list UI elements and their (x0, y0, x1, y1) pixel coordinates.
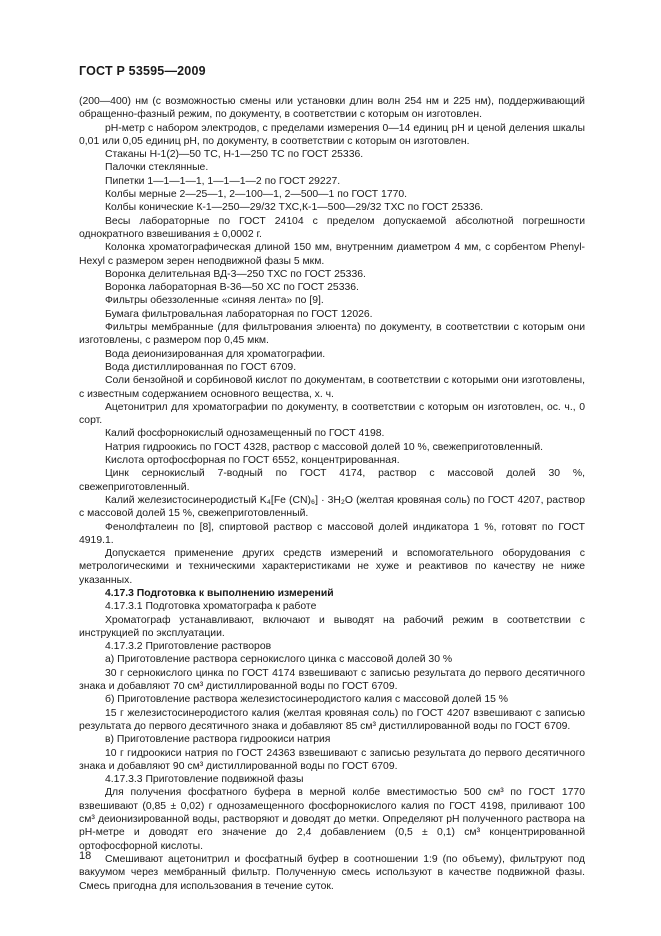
page-number: 18 (79, 850, 92, 862)
body-paragraph: в) Приготовление раствора гидроокиси натрия (105, 734, 331, 746)
body-paragraph: Фенолфталеин по [8], спиртовой раствор с массовой долей индикатора 1 %, готовят по ГОСТ 4919.1. (79, 521, 585, 546)
body-paragraph: Кислота ортофосфорная по ГОСТ 6552, концентрированная. (105, 455, 400, 467)
body-paragraph: Стаканы Н-1(2)—50 ТС, Н-1—250 ТС по ГОСТ 25336. (105, 149, 364, 161)
body-paragraph: Воронка лабораторная В-36—50 ХС по ГОСТ 25336. (105, 282, 359, 294)
body-paragraph: Для получения фосфатного буфера в мерной колбе вместимостью 500 см³ по ГОСТ 1770 взвешивают (0,85 ± 0,02) г однозамещенного фосфорнокислого калия по ГОСТ 4198, приливают 100 см³ деионизированной воды, растворяют и доводят до метки. Определяют pH полученного раствора на pH-метре и доводят его значение до 2,4 добавлением (0,5 ± 0,1) см³ концентрированной ортофосфорной кислоты. (79, 787, 585, 852)
body-paragraph: Калий железистосинеродистый K₄[Fe (CN)₆] · 3H₂O (желтая кровяная соль) по ГОСТ 4207, раствор с массовой долей 15 %, свежеприготовленный. (79, 494, 585, 520)
body-paragraph: 15 г железистосинеродистого калия (желтая кровяная соль) по ГОСТ 4207 взвешивают с записью результата до первого десятичного знака и добавляют 85 см³ дистиллированной воды по ГОСТ 6709. (79, 707, 585, 732)
body-paragraph: Соли бензойной и сорбиновой кислот по документам, в соответствии с которыми они изготовлены, с известным содержанием основного вещества, х. ч. (79, 375, 585, 400)
body-paragraph: pH-метр с набором электродов, с пределами измерения 0—14 единиц pH и ценой деления шкалы 0,01 или 0,05 единиц pH, по документу, в соответствии с которым он изготовлен. (79, 122, 585, 147)
body-paragraph: Воронка делительная ВД-3—250 ТХС по ГОСТ 25336. (105, 268, 366, 280)
body-paragraph: Фильтры обеззоленные «синяя лента» по [9]. (105, 295, 324, 307)
body-paragraph: Смешивают ацетонитрил и фосфатный буфер в соотношении 1:9 (по объему), фильтруют под вакуумом через мембранный фильтр. Полученную смесь используют в качестве подвижной фазы. Смесь пригодна для использования в течение суток. (79, 853, 585, 892)
body-paragraph: а) Приготовление раствора сернокислого цинка с массовой долей 30 % (105, 654, 453, 666)
body-paragraph: (200—400) нм (с возможностью смены или установки длин волн 254 нм и 225 нм), поддерживающий обращенно-фазный режим, по документу, в соответствии с которым он изготовлен. (79, 96, 585, 121)
body-paragraph: 30 г сернокислого цинка по ГОСТ 4174 взвешивают с записью результата до первого десятичного знака и добавляют 70 см³ дистиллированной воды по ГОСТ 6709. (79, 667, 585, 693)
body-paragraph: Цинк сернокислый 7-водный по ГОСТ 4174, раствор с массовой долей 30 %, свежеприготовленный. (79, 468, 585, 493)
body-paragraph: 4.17.3.3 Приготовление подвижной фазы (105, 774, 304, 786)
body-paragraph: Вода деионизированная для хроматографии. (105, 348, 326, 360)
body-paragraph: 10 г гидроокиси натрия по ГОСТ 24363 взвешивают с записью результата до первого десятичного знака и добавляют 90 см³ дистиллированной воды по ГОСТ 6709. (79, 747, 585, 772)
body-paragraph: 4.17.3.1 Подготовка хроматографа к работе (105, 601, 317, 613)
body-paragraph: Фильтры мембранные (для фильтрования элюента) по документу, в соответствии с которым они изготовлены, с размером пор 0,45 мкм. (79, 322, 585, 347)
body-paragraph: Хроматограф устанавливают, включают и выводят на рабочий режим в соответствии с инструкцией по эксплуатации. (79, 614, 585, 639)
body-paragraph: Пипетки 1—1—1—1, 1—1—1—2 по ГОСТ 29227. (105, 175, 341, 187)
body-paragraph: Колонка хроматографическая длиной 150 мм, внутренним диаметром 4 мм, с сорбентом Phenyl-Hexyl с размером зерен неподвижной фазы 5 мкм. (79, 242, 585, 267)
document-body (79, 95, 585, 893)
document-header-code: ГОСТ Р 53595—2009 (79, 64, 206, 78)
section-heading: 4.17.3 Подготовка к выполнению измерений (105, 587, 334, 599)
body-paragraph: Колбы конические К-1—250—29/32 ТХС,К-1—500—29/32 ТХС по ГОСТ 25336. (105, 202, 484, 214)
body-paragraph: Допускается применение других средств измерений и вспомогательного оборудования с метрологическими и техническими характеристиками не хуже и реактивов по качеству не ниже указанных. (79, 548, 585, 586)
body-paragraph: Натрия гидроокись по ГОСТ 4328, раствор с массовой долей 10 %, свежеприготовленный. (105, 441, 544, 453)
body-paragraph: Бумага фильтровальная лабораторная по ГОСТ 12026. (105, 308, 373, 320)
body-paragraph: б) Приготовление раствора железистосинеродистого калия с массовой долей 15 % (105, 694, 509, 706)
body-paragraph: Ацетонитрил для хроматографии по документу, в соответствии с которым он изготовлен, ос. ч., 0 сорт. (79, 401, 585, 427)
body-paragraph: Колбы мерные 2—25—1, 2—100—1, 2—500—1 по ГОСТ 1770. (105, 189, 408, 201)
body-paragraph: Весы лабораторные по ГОСТ 24104 с пределом допускаемой абсолютной погрешности однократного взвешивания ± 0,0002 г. (79, 215, 585, 240)
body-paragraph: Вода дистиллированная по ГОСТ 6709. (105, 361, 297, 373)
body-paragraph: 4.17.3.2 Приготовление растворов (105, 641, 272, 653)
body-paragraph: Палочки стеклянные. (105, 162, 209, 174)
body-paragraph: Калий фосфорнокислый однозамещенный по ГОСТ 4198. (105, 428, 385, 440)
